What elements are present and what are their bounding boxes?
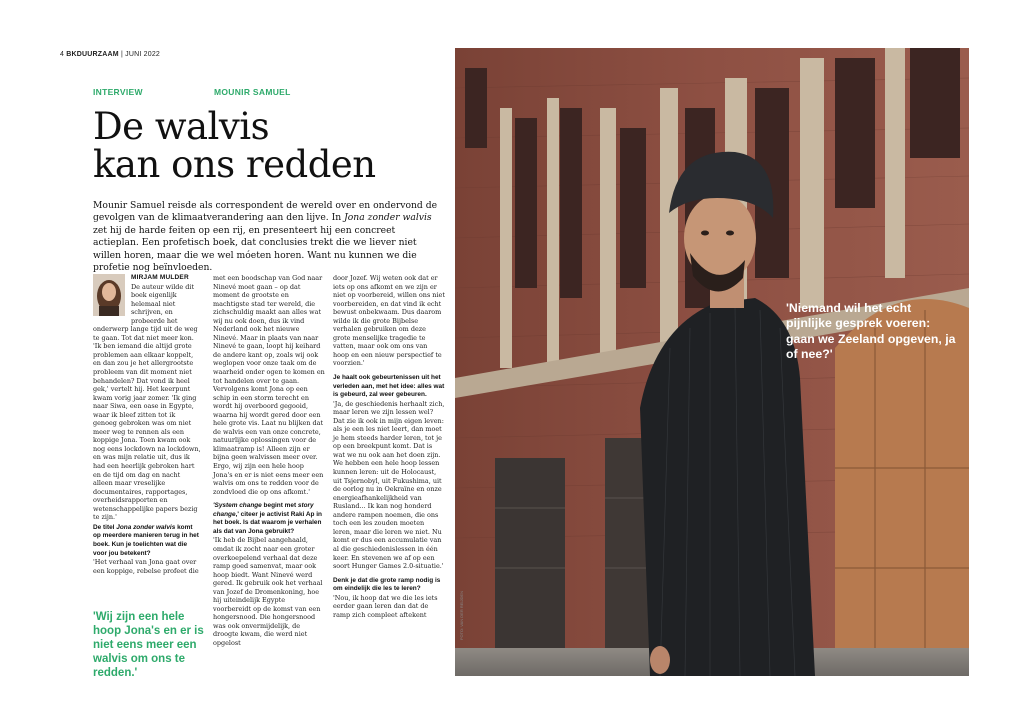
body-paragraph: 'Ja, de geschiedenis herhaalt zich, maar leren we zijn lessen wel? Dat zie ik ook in mijn eigen leven: als je een les niet leert, dan moet je hem steeds harder leren, tot je op een breekpunt komt. Dat is wat we nu ook aan het doen zijn. We hebben een hele hoop lessen kunnen leren: uit de Holocaust, uit Tsjernobyl, uit Fukushima, uit de oorlog nu in Oekraïne en onze energieafhankelijkheid van Rusland... Ik kan nog honderd andere rampen noemen, die ons toch een les zouden moeten leren, maar die leren we niet. Nu komt er dus een accumulatie van al die geschiedenislessen in één keer. En stevenen we af op een soort Hunger Games 2.0-situatie.' [333,399,445,571]
article-intro [93,200,438,274]
subject-kicker: MOUNIR SAMUEL [214,87,291,97]
interview-question: Je haalt ook gebeurtenissen uit het verleden aan, met het idee: alles wat is gebeurd, zal weer gebeuren. [333,374,445,399]
question-italic: story change [213,502,314,518]
question-text: De titel [93,523,117,531]
headline-line-2: kan ons redden [93,143,376,186]
body-paragraph: door Jozef. Wij weten ook dat er iets op ons afkomt en we zijn er niet op voorbereid, willen ons niet voorbereiden, en dat vind ik echt bewust onbekwaam. Dus daarom wilde ik die grote Bijbelse verhalen gebruiken om deze grote menselijke tragedie te vatten, maar ook om ons van hoop en een nieuw perspectief te voorzien.' [333,274,445,368]
question-text: ,' citeer je activist Raki Ap in het boek. Is dat waarom je verhalen als dat van Jona gebruikt? [213,510,322,535]
body-paragraph: 'Nou, ik hoop dat we die les iets eerder gaan leren dan dat de ramp zich compleet aftekent [333,593,438,619]
photo-credit: FOTO: VAN DER REIJDEN [459,591,464,640]
headline-line-1: De walvis [93,105,270,148]
body-paragraph: De auteur wilde dit boek eigenlijk helemaal niet schrijven, en probeerde het onderwerp lange tijd uit de weg te gaan. Tot dat niet meer kon. 'Ik ben iemand die altijd grote problemen aan elkaar koppelt, en dan zou je het allergrootste probleem van dit moment niet behandelen? Dat vond ik heel gek,' vertelt hij. Het keerpunt kwam vorig jaar zomer. 'Ik ging naar Siwa, een oase in Egypte, waar ik bleef zitten tot ik genoeg gebroken was om niet meer weg te rennen als een koppige Jona. Toen kwam ook nog eens lockdown na lockdown, en was mijn relatie uit, dus ik had een heerlijk gebroken hart en de tijd om dag en nacht alleen maar vreselijke documentaires, rapportages, overheidsrapporten en wetenschappelijke papers bezig te zijn.' [93,282,201,522]
interview-question [93,524,201,558]
header-separator: | [120,51,123,58]
intro-book-title: Jona zonder walvis [344,212,432,224]
page-number: 4 [60,51,65,58]
question-book-title: Jona zonder walvis [116,523,176,531]
pull-quote: 'Wij zijn een hele hoop Jona's en er is niet eens meer een walvis om ons te redden.' [93,611,204,679]
intro-text-2: zet hij de harde feiten op een rij, en presenteert hij een concreet actieplan. Een profetisch boek, dat conclusies trekt die we liever niet willen horen, maar die we wel móeten horen. Want nu kunnen we die profetie nog beïnvloeden. [93,224,417,274]
question-italic: 'System change [213,502,262,510]
article-headline [93,105,443,186]
question-text: komt op meerdere manieren terug in het boek. Kun je toelichten wat die voor jou betekent? [93,523,199,557]
body-paragraph: 'Het verhaal van Jona gaat over een koppige, rebelse profeet die [93,558,199,575]
column-2 [213,274,325,648]
author-photo [93,274,125,316]
issue-date: JUNI 2022 [125,51,161,58]
author-byline: MIRJAM MULDER [131,274,189,281]
question-text: begint met [261,502,298,510]
interview-question [213,502,325,536]
body-paragraph: 'Ik heb de Bijbel aangehaald, omdat ik zocht naar een groter overkoepelend verhaal dat deze ramp goed samenvat, maar ook hoop biedt. Want Ninevé werd gered. Ik gebruik ook het verhaal van Jozef de Dromenkoning, hoe hij uiteindelijk Egypte voorbereidt op de komst van een hongersnood. Die hongersnood was ook onvermijdelijk, de droogte kwam, die werd niet opgelost [213,536,323,647]
column-1 [93,274,201,575]
interview-question: Denk je dat die grote ramp nodig is om eindelijk die les te leren? [333,576,441,593]
body-paragraph: met een boodschap van God naar Ninevé moet gaan – op dat moment de grootste en machtigste stad ter wereld, die zichschuldig maakt aan alles wat wij nu ook doen, dus ik vind Nederland ook het nieuwe Ninevé. Maar in plaats van naar Ninevé te gaan, loopt hij keihard de andere kant op, zoals wij ook weglopen voor onze taak om de waarheid onder ogen te komen en tot handelen over te gaan. Vervolgens komt Jona op een schip in een storm terecht en wordt hij overboord gegooid, waarna hij wordt gered door een hele grote vis. Laat nu blijken dat de walvis een van onze concrete, natuurlijke oplossingen voor de klimaatramp is! Alleen zijn er bijna geen walvissen meer over. Ergo, wij zijn een hele hoop Jona's en er is niet eens meer een walvis om ons te redden voor de zondvloed die op ons afkomt.' [213,274,325,496]
section-kicker: INTERVIEW [93,87,143,97]
column-3 [333,274,445,619]
magazine-name: BKDUURZAAM [66,51,119,58]
photo-pull-quote: 'Niemand wil het echt pijnlijke gesprek voeren: gaan we Zeeland opgeven, ja of nee?' [786,301,956,361]
intro-text-1: Mounir Samuel reisde als correspondent de wereld over en ondervond de gevolgen van de klimaatverandering aan den lijve. In [93,200,438,224]
page-header [60,51,160,58]
